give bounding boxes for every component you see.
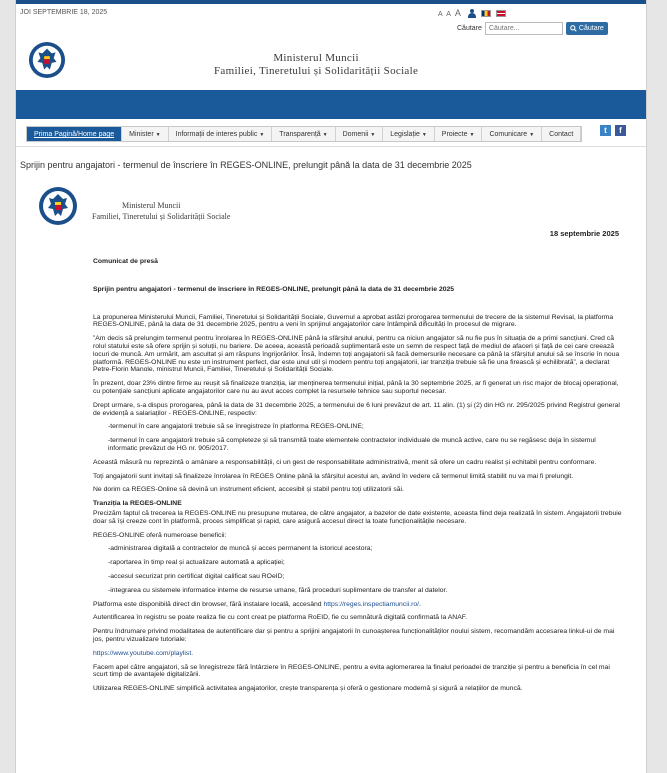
nav-label: Contact (549, 131, 574, 138)
crest-icon[interactable] (28, 41, 66, 79)
list-item: -administrarea digitală a contractelor de muncă și acces permanent la istoricul acestora; (108, 545, 373, 553)
nav-label: Proiecte (441, 131, 468, 138)
nav-item-contact[interactable] (542, 127, 581, 141)
list-item: -integrarea cu sistemele informatice interne de resurse umane, fără proceduri suplimentare de transfer al datelor. (108, 586, 448, 594)
chevron-down-icon: ▼ (370, 132, 376, 138)
nav-item-transparency[interactable] (272, 127, 335, 141)
font-small-button[interactable]: A (438, 11, 443, 18)
chevron-down-icon: ▼ (421, 132, 427, 138)
document-subheading: Sprijin pentru angajatori - termenul de înscriere în REGES-ONLINE, prelungit până la data de 31 decembrie 2025 (93, 285, 455, 293)
accessibility-icon[interactable] (468, 9, 476, 18)
search-icon (570, 25, 577, 32)
current-date: JOI SEPTEMBRIE 18, 2025 (20, 9, 108, 16)
nav-item-projects[interactable] (435, 127, 483, 141)
paragraph-text: . (419, 600, 421, 608)
twitter-icon[interactable]: t (600, 125, 611, 136)
paragraph: Drept urmare, s-a dispus prorogarea, până la data de 31 decembrie 2025, a termenului de 6 luni prevăzut de art. 11 alin. (1) și (2) din HG nr. 295/2025 privind Registrul general de evidență a salariaților - REGES-ONLINE, respectiv: (93, 401, 620, 417)
page (15, 0, 647, 773)
nav-item-public-info[interactable] (169, 127, 273, 141)
search-button-label: Căutare (578, 25, 604, 32)
font-large-button[interactable]: A (454, 8, 461, 18)
search-bar (457, 22, 608, 35)
document-ministry-line-2: Familiei, Tineretului și Solidarității Sociale (92, 212, 231, 221)
paragraph: Utilizarea REGES-ONLINE simplifică activitatea angajatorilor, crește transparența și oferă o gestionare modernă și sigură a relațiilor de muncă. (93, 685, 523, 693)
nav-menu (26, 126, 582, 142)
search-label: Căutare (457, 25, 482, 32)
ministry-line-1: Ministerul Muncii (273, 52, 359, 64)
paragraph: Ne dorim ca REGES-Online să devină un instrument eficient, accesibil și stabil pentru toți utilizatorii săi. (93, 486, 404, 494)
uk-flag-icon[interactable] (496, 10, 506, 17)
social-links (600, 125, 626, 136)
nav-label: Transparență (279, 131, 321, 138)
nav-label: Prima Pagină/Home page (34, 131, 115, 138)
nav-label: Informații de interes public (175, 131, 258, 138)
nav-label: Legislație (390, 131, 420, 138)
search-button[interactable] (566, 22, 608, 35)
list-item: -termenul în care angajatorii trebuie să se înregistreze în platforma REGES-ONLINE; (108, 423, 364, 431)
facebook-icon[interactable]: f (615, 125, 626, 136)
paragraph (93, 650, 623, 658)
page-title: Sprijin pentru angajatori - termenul de înscriere în REGES-ONLINE, prelungit până la data de 31 decembrie 2025 (20, 160, 472, 170)
paragraph: Autentificarea în registru se poate realiza fie cu cont creat pe platforma RoEID, fie cu semnătură digitală confirmată la ANAF. (93, 614, 468, 622)
chevron-down-icon: ▼ (469, 132, 475, 138)
document-heading: Comunicat de presă (93, 258, 158, 265)
paragraph (93, 601, 623, 609)
search-input[interactable] (485, 22, 563, 35)
site-header (16, 38, 646, 86)
chevron-down-icon: ▼ (259, 132, 265, 138)
nav-label: Comunicare (489, 131, 528, 138)
document-body (93, 258, 623, 699)
youtube-link[interactable]: https://www.youtube.com/playlist. (93, 649, 194, 657)
list-item: -accesul securizat prin certificat digital calificat sau ROeID; (108, 572, 285, 580)
font-medium-button[interactable]: A (446, 11, 451, 18)
section-heading: Tranziția la REGES-ONLINE (93, 500, 182, 508)
reges-link[interactable]: https://reges.inspectiamuncii.ro/ (323, 600, 420, 608)
list-item: -termenul în care angajatorii trebuie să completeze și să transmită toate elementele contractelor individuale de muncă active, care nu se regăsesc deja în sistemul informatic prevăzut de HG nr. 905/2017. (108, 437, 596, 452)
nav-item-legislation[interactable] (383, 127, 435, 141)
ministry-name (214, 52, 418, 78)
list-item: -raportarea în timp real și actualizare automată a aplicației; (108, 559, 285, 567)
main-navigation (16, 119, 646, 147)
accessibility-tools (438, 8, 506, 18)
nav-label: Domenii (342, 131, 369, 138)
paragraph: Această măsură nu reprezintă o amânare a responsabilității, ci un gest de responsabilitate administrativă, menit să ofere un cadru realist și echitabil pentru conformare. (93, 458, 597, 466)
paragraph: La propunerea Ministerului Muncii, Familiei, Tineretului și Solidarității Sociale, Guvernul a aprobat astăzi prorogarea termenului de trecere de la sistemul Revisal, la platforma REGES-ONLINE, până la data de 31 decembrie 2025, pentru a veni în sprijinul angajatorilor care întâmpină dificultăți în procesul de migrare. (93, 313, 614, 329)
paragraph: Precizăm faptul că trecerea la REGES-ONLINE nu presupune mutarea, de către angajator, a bazelor de date existente, aceasta fiind deja realizată în sistem. Angajatorii trebuie doar să își creeze cont în platformă, proces simplificat și rapid, care asigură accesul direct la toate funcționalitățile necesare. (93, 509, 622, 525)
document-ministry-name (92, 200, 230, 222)
font-size-controls (438, 8, 463, 18)
nav-item-communication[interactable] (482, 127, 542, 141)
utility-bar (16, 4, 646, 38)
chevron-down-icon: ▼ (322, 132, 328, 138)
paragraph: Pentru îndrumare privind modalitatea de autentificare dar și pentru a sprijini angajatorii în cunoașterea funcționalităților noului sistem, recomandăm accesarea linkul-ui de mai jos, pentru vizualizare tutoriale: (93, 628, 615, 643)
ro-flag-icon[interactable] (481, 10, 491, 17)
press-release-document (16, 179, 646, 769)
nav-item-minister[interactable] (122, 127, 168, 141)
paragraph: Toți angajatorii sunt invitați să finalizeze înrolarea în REGES Online până la sfârșitul acestui an, având în vedere că termenul limită stabilit nu va mai fi prelungit. (93, 472, 574, 480)
chevron-down-icon: ▼ (155, 132, 161, 138)
paragraph: Facem apel către angajatori, să se înregistreze fără întârziere în REGES-ONLINE, pentru a evita aglomerarea la finalul perioadei de tranziție și pentru a beneficia în cel mai scurt timp de avantajele digitalizării. (93, 663, 610, 679)
crest-icon (38, 186, 78, 226)
paragraph: ”Am decis să prelungim termenul pentru înrolarea în REGES-ONLINE până la sfârșitul anului, pentru ca niciun angajator să nu fie pus în situația de a primi sancțiuni. Cred că rolul statului este să ofere sprijin și soluții, nu bariere. De aceea, această perioadă suplimentară este un semn de respect față de mediul de afaceri și față de cei care creează locuri de muncă. Am urmărit, am ascultat și am răspuns îngrijorărilor. Însă, îndemn toți angajatorii să facă demersurile necesare ca până la sfârșitul anului să se înscrie în noua platformă. REGES-ONLINE nu este un instrument perfect, dar este unul util și modern pentru toți angajatorii, iar tranziția trebuie să fie una firească și echilibrată”, a declarat Petre-Florin Manole, ministrul Muncii, Familiei, Tineretului și Solidarității Sociale. (93, 335, 620, 374)
nav-label: Minister (129, 131, 154, 138)
blue-banner (16, 90, 646, 119)
paragraph: REGES-ONLINE oferă numeroase beneficii: (93, 531, 227, 539)
paragraph-text: Platforma este disponibilă direct din browser, fără instalare locală, accesând (93, 600, 324, 608)
paragraph: În prezent, doar 23% dintre firme au reușit să finalizeze tranziția, iar menținerea termenului inițial, până la 30 septembrie 2025, ar fi generat un risc major de blocaj operațional, cu potențiale sancțiuni aplicate angajatorilor care nu au avut acces complet la resursele tehnice sau suportul necesar. (93, 380, 619, 395)
ministry-line-2: Familiei, Tineretului și Solidarității Sociale (214, 65, 419, 77)
document-date: 18 septembrie 2025 (549, 229, 619, 238)
nav-item-home[interactable] (27, 127, 122, 141)
document-ministry-line-1: Ministerul Muncii (122, 201, 181, 210)
nav-item-domains[interactable] (336, 127, 384, 141)
chevron-down-icon: ▼ (529, 132, 535, 138)
